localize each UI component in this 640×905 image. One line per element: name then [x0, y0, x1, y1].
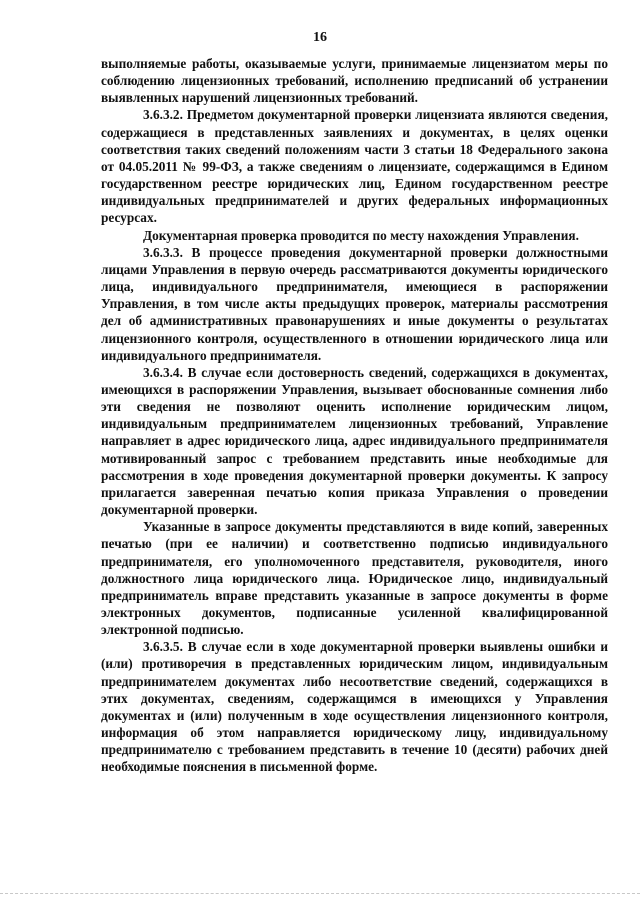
paragraph-3-6-3-5: 3.6.3.5. В случае если в ходе документарной проверки выявлены ошибки и (или) противоречия в представленных юридическим лицом, индивидуальным предпринимателем документах либо несоответствие сведений, содержащихся в этих документах, сведениям, содержащимся в имеющихся у Управления документах и (или) полученным в ходе осуществления лицензионного контроля, информация об этом направляется юридическому лицу, индивидуальному предпринимателю с требованием представить в течение 10 (десяти) рабочих дней необходимые пояснения в письменной форме. — [101, 639, 608, 775]
paragraph-3-6-3-3: 3.6.3.3. В процессе проведения документарной проверки должностными лицами Управления в первую очередь рассматриваются документы юридического лица, индивидуального предпринимателя, имеющиеся в распоряжении Управления, в том числе акты предыдущих проверок, материалы рассмотрения дел об административных правонарушениях и иные документы о результатах лицензионного контроля, осуществленного в отношении юридического лица или индивидуального предпринимателя. — [101, 244, 608, 363]
scan-bottom-edge — [0, 893, 640, 894]
page-number: 16 — [313, 30, 327, 45]
paragraph-3-6-3-4: 3.6.3.4. В случае если достоверность сведений, содержащихся в документах, имеющихся в распоряжении Управления, вызывает обоснованные сомнения либо эти сведения не позволяют оценить исполнение юридическим лицом, индивидуальным предпринимателем лицензионных требований, Управление направляет в адрес юридического лица, адрес индивидуального предпринимателя мотивированный запрос с требованием представить иные необходимые для рассмотрения в ходе проведения документарной проверки документы. К запросу прилагается заверенная печатью копия приказа Управления о проведении документарной проверки. — [101, 364, 608, 518]
paragraph-continuation: выполняемые работы, оказываемые услуги, принимаемые лицензиатом меры по соблюдению лицензионных требований, исполнению предписаний об устранении выявленных нарушений лицензионных требований. — [101, 56, 608, 106]
document-body — [101, 55, 608, 776]
paragraph-3-6-3-2: 3.6.3.2. Предметом документарной проверки лицензиата являются сведения, содержащиеся в представленных заявлениях и документах, в целях оценки соответствия таких сведений положениям части 3 статьи 18 Федерального закона от 04.05.2011 № 99-ФЗ, а также сведениям о лицензиате, содержащимся в Едином государственном реестре юридических лиц, Едином государственном реестре индивидуальных предпринимателей и других федеральных информационных ресурсах. — [101, 107, 608, 226]
paragraph-requested-documents: Указанные в запросе документы представляются в виде копий, заверенных печатью (при ее наличии) и соответственно подписью индивидуального предпринимателя, его уполномоченного представителя, руководителя, иного должностного лица юридического лица. Юридическое лицо, индивидуальный предприниматель вправе представить указанные в запросе документы в форме электронных документов, подписанные усиленной квалифицированной электронной подписью. — [101, 519, 608, 638]
paragraph-place-of-inspection: Документарная проверка проводится по месту нахождения Управления. — [143, 227, 579, 243]
